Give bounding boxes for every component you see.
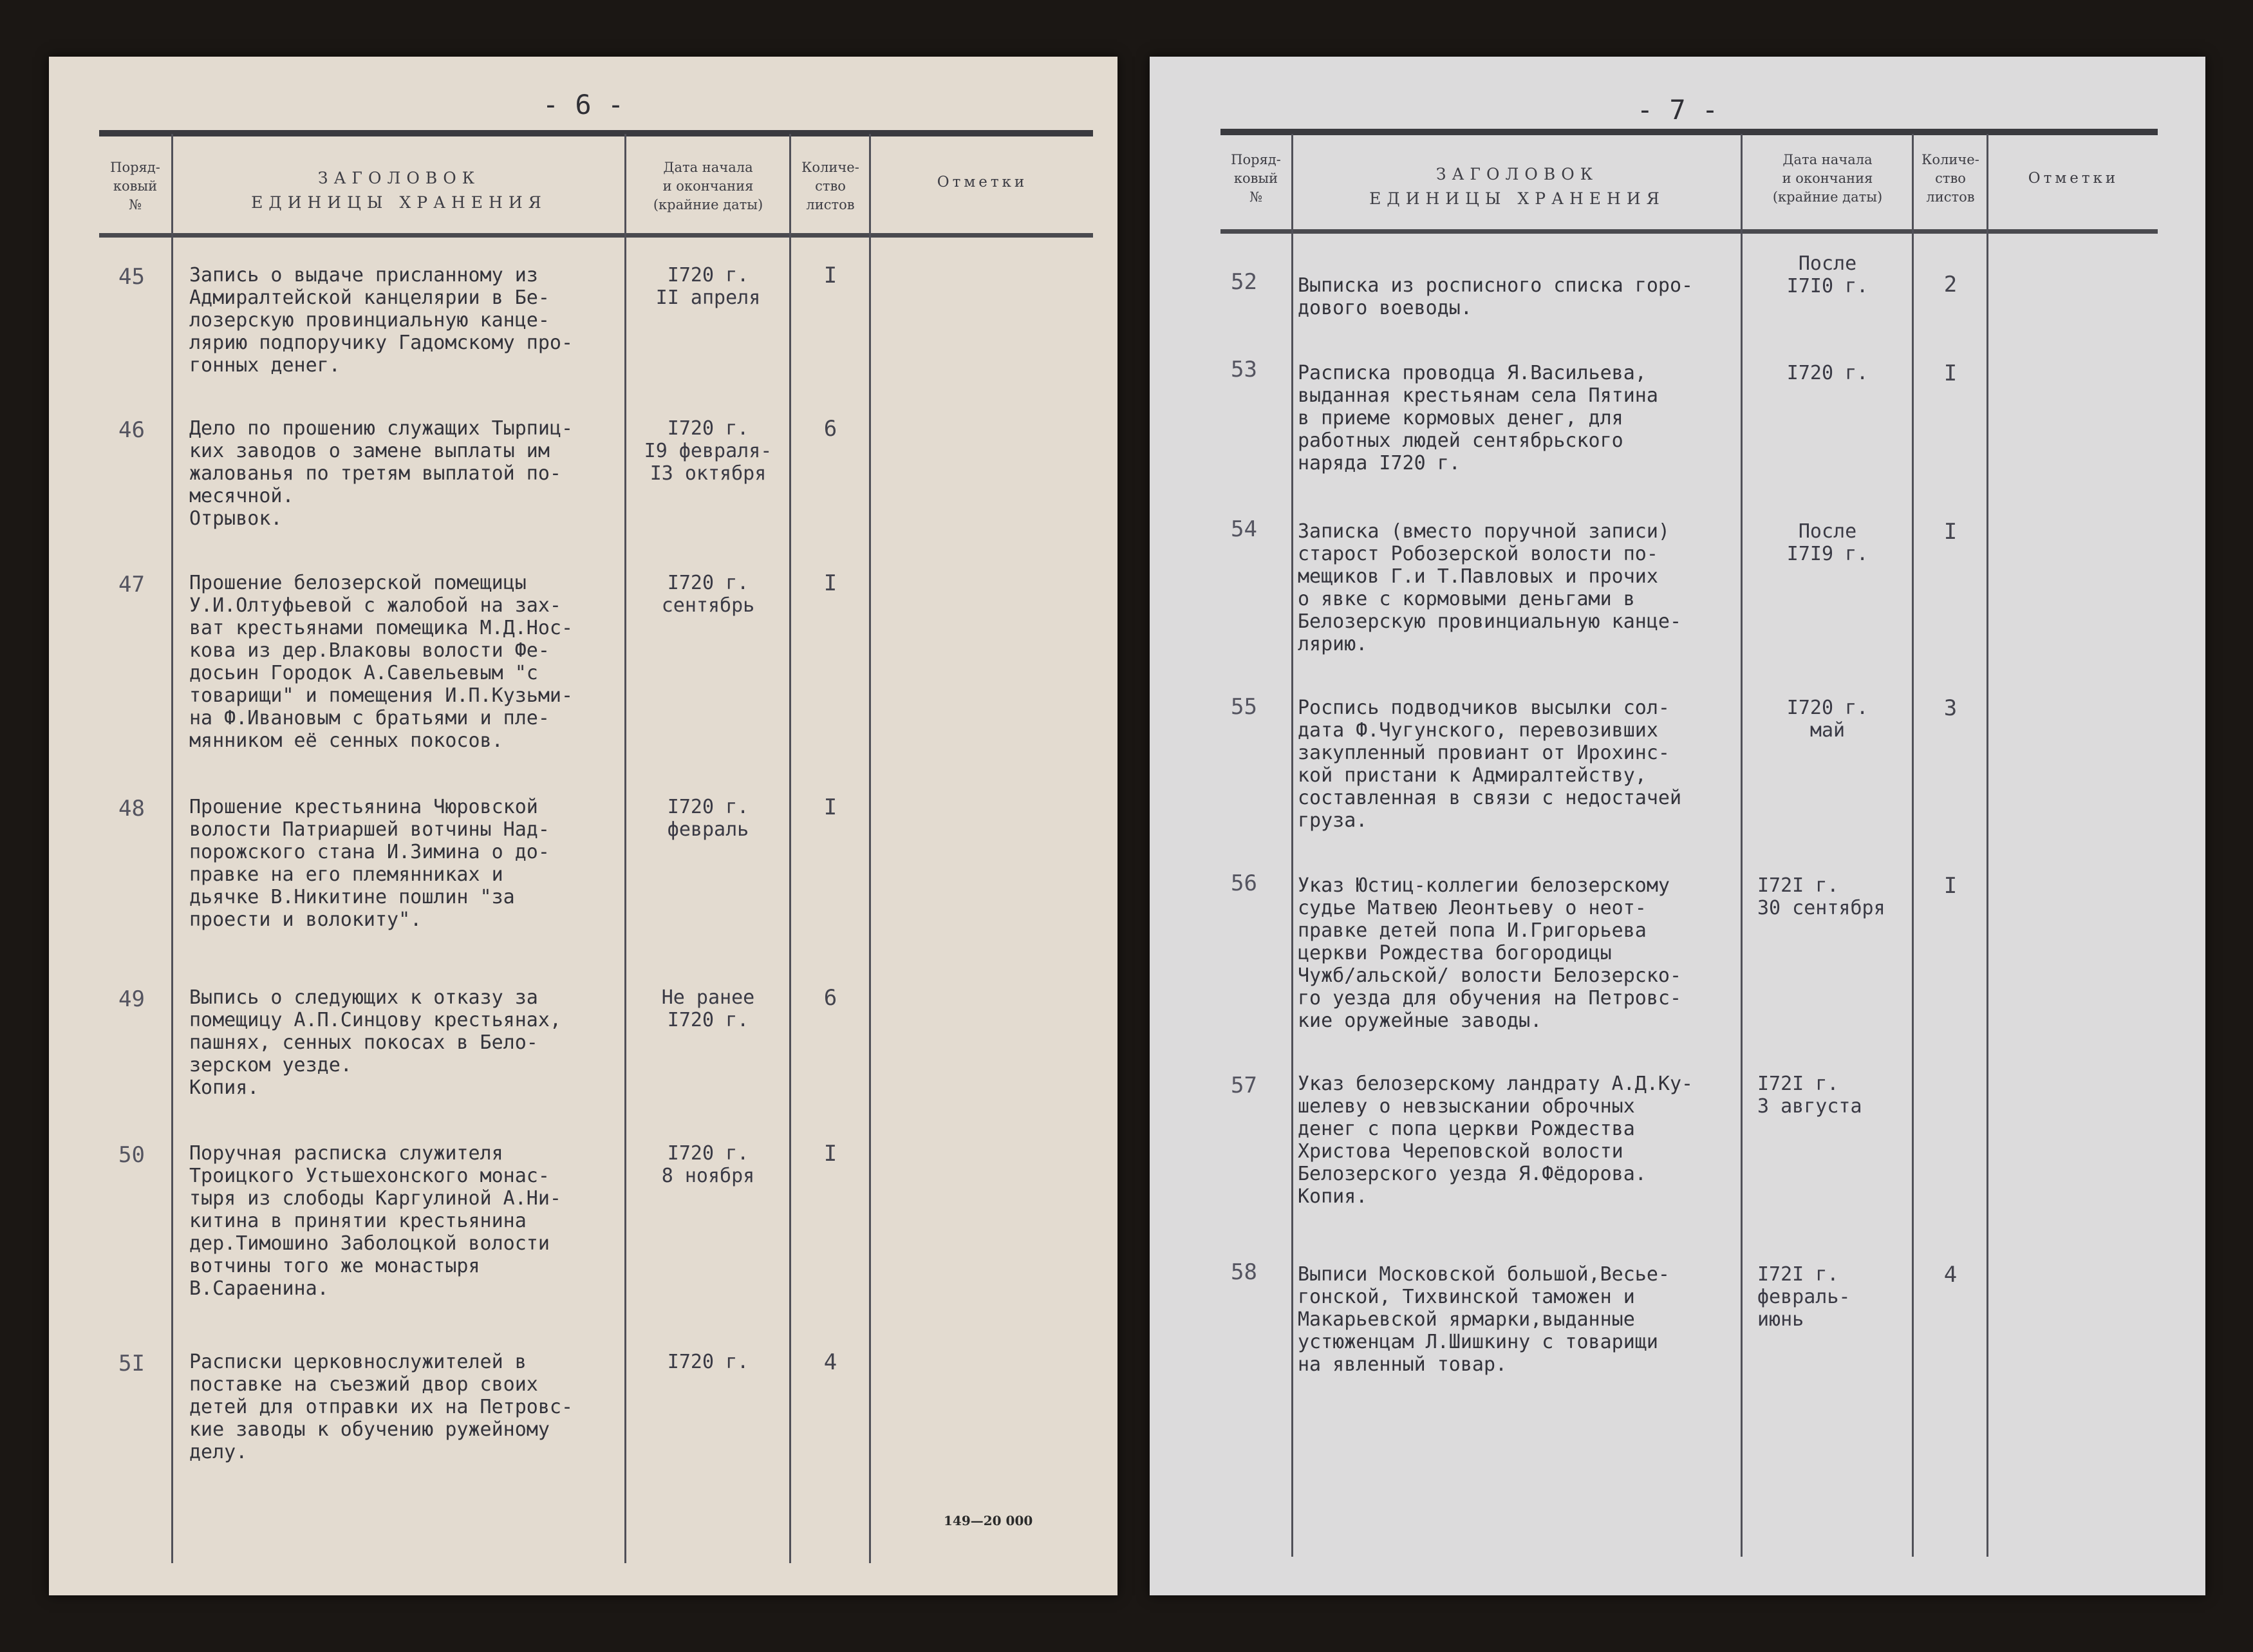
entry-sheet-count: 4: [1943, 1262, 1958, 1288]
column-divider: [1912, 134, 1914, 1557]
entry-sheet-count: 4: [823, 1349, 837, 1375]
entry-dates: I720 г. сентябрь: [661, 572, 755, 617]
entry-number: 49: [118, 986, 145, 1012]
entry-dates: I720 г.: [1786, 362, 1869, 384]
entry-number: 50: [118, 1142, 145, 1168]
entry-number: 55: [1231, 694, 1257, 720]
entry-dates: Не ранее I720 г.: [661, 986, 755, 1031]
header-top-rule: [1220, 129, 2158, 135]
column-divider: [171, 134, 173, 1563]
column-divider: [1291, 134, 1293, 1557]
entry-title: Выписи Московской большой,Весье- гонской, Тихвинской таможен и Макарьевской ярмарки,выданные устюженцам Л.Шишкину с товарищи на явленный товар.: [1298, 1263, 1670, 1376]
entry-title: Поручная расписка служителя Троицкого Устьшехонского монас- тыря из слободы Каргулиной А.Ни- китина в принятии крестьянина дер.Тимошино Заболоцкой волости вотчины того же монастыря В.Сараенина.: [189, 1142, 561, 1300]
entry-title: Указ Юстиц-коллегии белозерскому судье Матвею Леонтьеву о неот- правке детей попа И.Григорьева церкви Рождества богородицы Чужб/альской/ волости Белозерско- го уезда для обучения на Петровс- кие оружейные заводы.: [1298, 874, 1682, 1032]
column-divider: [624, 134, 626, 1563]
column-header-dates: Дата начала и окончания (крайние даты): [653, 160, 763, 212]
column-divider: [869, 134, 871, 1563]
entry-title: Расписка проводца Я.Васильева, выданная крестьянам села Пятина в приеме кормовых денег, для работных людей сентябрьского наряда I720 г.: [1298, 362, 1658, 474]
header-bottom-rule: [1220, 229, 2158, 234]
entry-dates: I720 г. февраль: [667, 796, 749, 841]
column-divider: [789, 134, 791, 1563]
entry-sheet-count: I: [1943, 873, 1958, 899]
entry-title: Дело по прошению служащих Тырпиц- ких заводов о замене выплаты им жалованья по третям выплатой по- месячной. Отрывок.: [189, 417, 574, 530]
entry-sheet-count: I: [823, 1141, 837, 1167]
header-top-rule: [99, 130, 1093, 136]
column-header-dates: Дата начала и окончания (крайние даты): [1772, 152, 1883, 205]
column-divider: [1741, 134, 1743, 1557]
column-header-title: ЗАГОЛОВОК ЕДИНИЦЫ ХРАНЕНИЯ: [1369, 165, 1665, 208]
entry-number: 56: [1231, 870, 1257, 896]
entry-sheet-count: I: [823, 570, 837, 596]
entry-number: 57: [1231, 1073, 1257, 1098]
column-header-sheets: Количе- ство листов: [801, 160, 859, 212]
entry-title: Запись о выдаче присланному из Адмиралтейской канцелярии в Бе- лозерскую провинциальную канце- лярию подпоручику Гадомскому про- гонных денег.: [189, 264, 574, 377]
column-header-notes: Отметки: [937, 174, 1028, 191]
entry-number: 48: [118, 796, 145, 821]
entry-title: Прошение крестьянина Чюровской волости Патриаршей вотчины Над- порожского стана И.Зимина о до- правке на его племянниках и дьячке В.Никитине пошлин "за проести и волокиту".: [189, 796, 550, 931]
column-header-number: Поряд- ковый №: [110, 160, 160, 212]
entry-sheet-count: 2: [1943, 272, 1958, 297]
entry-sheet-count: 3: [1943, 695, 1958, 721]
entry-number: 46: [118, 417, 145, 443]
entry-dates: I720 г. I9 февраля- I3 октября: [644, 417, 772, 485]
entry-dates: После I7I0 г.: [1786, 252, 1869, 297]
entry-number: 52: [1231, 269, 1257, 295]
entry-title: Расписки церковнослужителей в поставке на съезжий двор своих детей для отправки их на Петровс- кие заводы к обучению ружейному делу.: [189, 1351, 574, 1463]
entry-sheet-count: 6: [823, 985, 837, 1011]
entry-dates: I72I г. 3 августа: [1757, 1073, 1862, 1118]
entry-number: 54: [1231, 516, 1257, 542]
entry-dates: I720 г. май: [1786, 697, 1869, 742]
page-number: - 6 -: [542, 89, 624, 120]
entry-number: 58: [1231, 1259, 1257, 1285]
entry-title: Указ белозерскому ландрату А.Д.Ку- шелеву о невзыскании оброчных денег с попа церкви Рождества Христова Череповской волости Белозерского уезда Я.Фёдорова. Копия.: [1298, 1073, 1694, 1208]
column-header-title: ЗАГОЛОВОК ЕДИНИЦЫ ХРАНЕНИЯ: [251, 169, 547, 212]
column-header-sheets: Количе- ство листов: [1921, 152, 1979, 205]
left-page: [49, 57, 1117, 1595]
entry-number: 53: [1231, 357, 1257, 382]
entry-sheet-count: I: [823, 794, 837, 820]
header-bottom-rule: [99, 233, 1093, 238]
column-header-number: Поряд- ковый №: [1231, 152, 1281, 205]
right-page: [1150, 57, 2205, 1595]
entry-title: Прошение белозерской помещицы У.И.Олтуфьевой с жалобой на зах- ват крестьянами помещика М.Д.Нос- кова из дер.Влаковы волости Фе- досьин Городок А.Савельевым "с товарищи" и помещения И.П.Кузьми- на Ф.Ивановым с братьями и пле- мянником её сенных покосов.: [189, 572, 574, 752]
entry-dates: I72I г. февраль- июнь: [1757, 1263, 1851, 1331]
entry-dates: I720 г. II апреля: [655, 264, 761, 309]
entry-dates: I720 г. 8 ноября: [661, 1142, 755, 1187]
entry-sheet-count: 6: [823, 416, 837, 442]
entry-sheet-count: I: [823, 263, 837, 288]
entry-sheet-count: I: [1943, 519, 1958, 545]
entry-dates: I720 г.: [667, 1351, 749, 1373]
entry-dates: После I7I9 г.: [1786, 520, 1869, 565]
entry-title: Выписка из росписного списка горо- дового воеводы.: [1298, 274, 1694, 319]
entry-number: 45: [118, 264, 145, 290]
column-header-notes: Отметки: [2028, 170, 2119, 187]
entry-title: Роспись подводчиков высылки сол- дата Ф.Чугунского, перевозивших закупленный провиант от Ирохинс- кой пристани к Адмиралтейству, составленная в связи с недостачей груза.: [1298, 697, 1682, 832]
entry-number: 47: [118, 572, 145, 597]
page-number: - 7 -: [1636, 94, 1719, 126]
entry-title: Выпись о следующих к отказу за помещицу А.П.Синцову крестьянах, пашнях, сенных покосах в Бело- зерском уезде. Копия.: [189, 986, 561, 1099]
printer-mark: 149—20 000: [944, 1513, 1033, 1528]
entry-title: Записка (вместо поручной записи) старост Робозерской волости по- мещиков Г.и Т.Павловых и прочих о явке с кормовыми деньгами в Белозерскую провинциальную канце- лярию.: [1298, 520, 1682, 655]
entry-sheet-count: I: [1943, 361, 1958, 386]
entry-dates: I72I г. 30 сентября: [1757, 874, 1885, 919]
column-divider: [1987, 134, 1988, 1557]
entry-number: 5I: [118, 1351, 145, 1376]
